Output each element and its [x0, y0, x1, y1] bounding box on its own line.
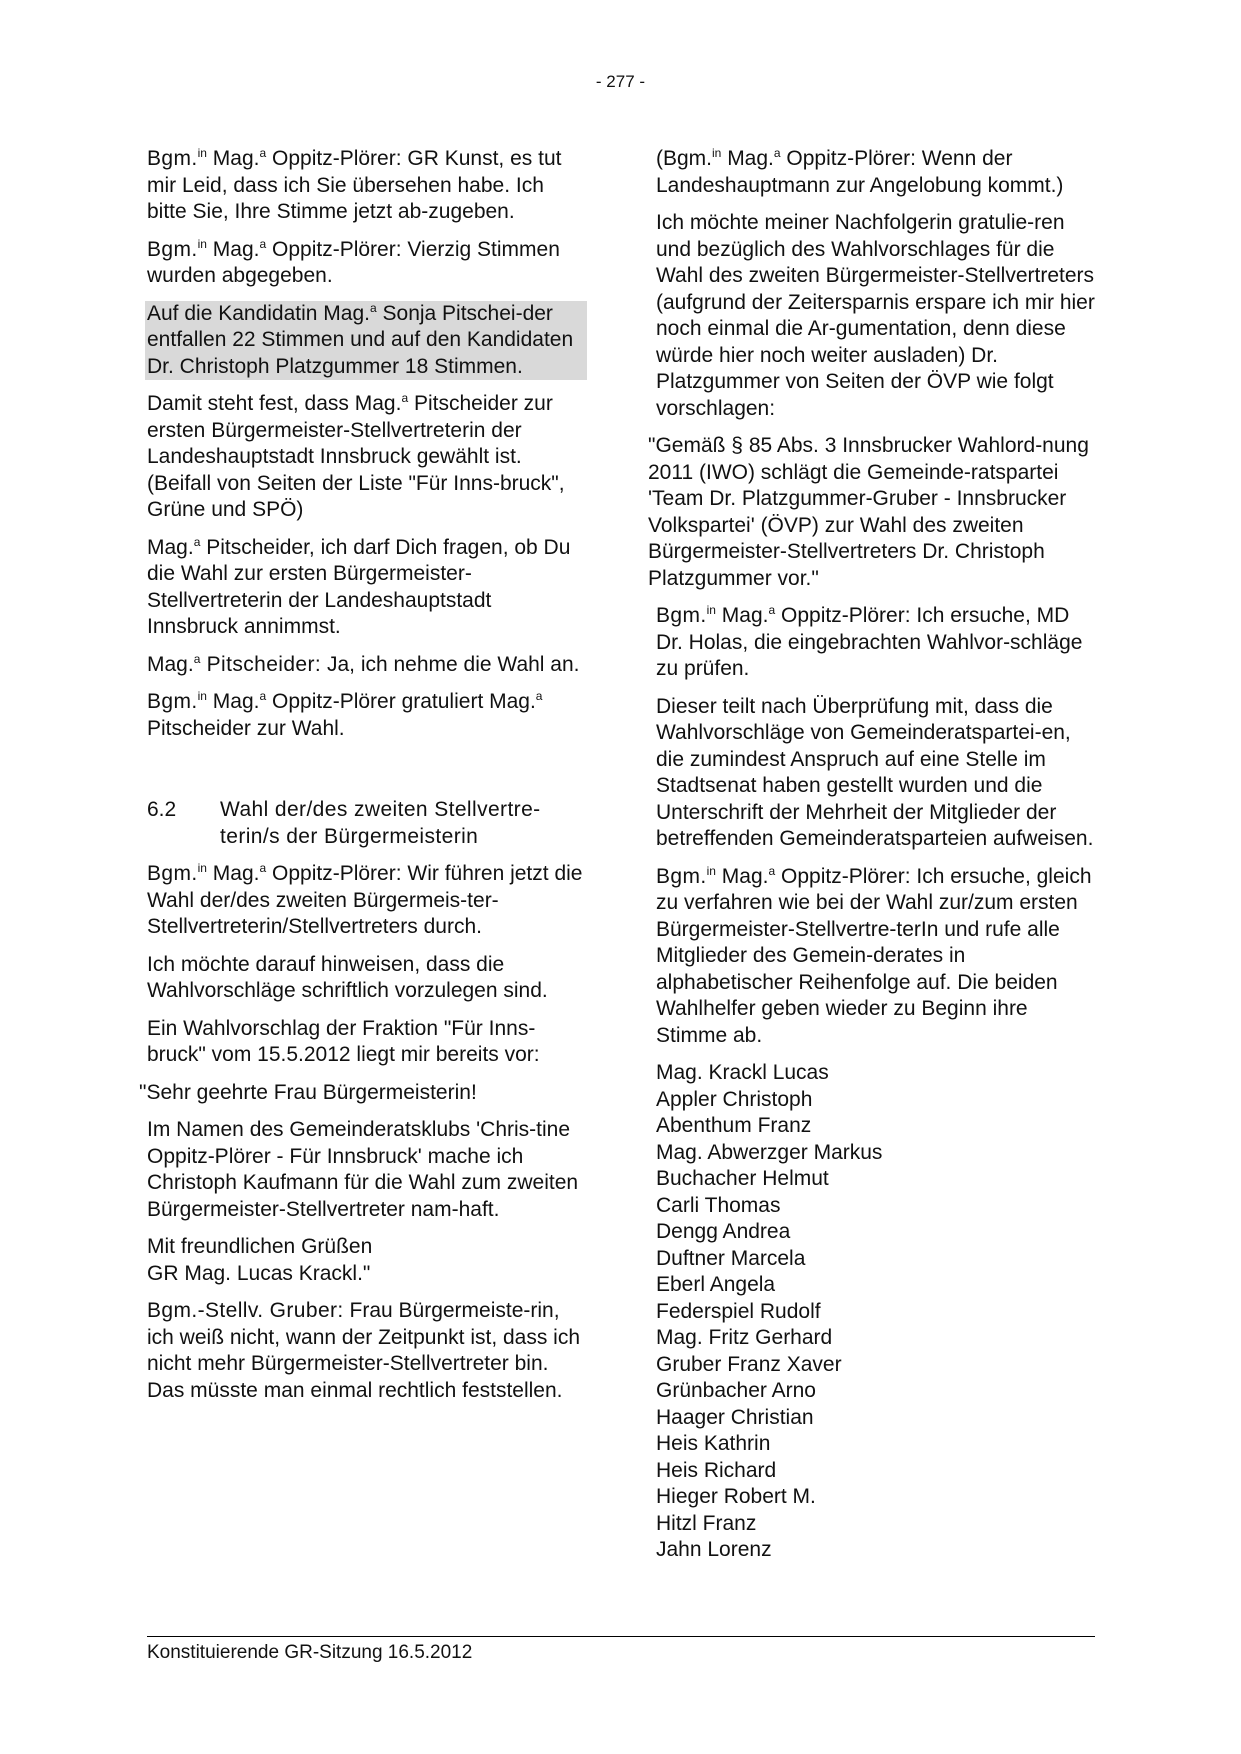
paragraph: Ein Wahlvorschlag der Fraktion "Für Inns-bruck" vom 15.5.2012 liegt mir bereits vor:	[147, 1016, 540, 1066]
paragraph: (Bgm.$^{in}$ Mag.$^a$ Oppitz-Plörer: Wenn der Landeshauptmann zur Angelobung kommt.)	[656, 146, 1064, 197]
paragraph: Bgm.$^{in}$ Mag.$^a$ Oppitz-Plörer: GR Kunst, es tut mir Leid, dass ich Sie übersehen habe. Ich bitte Sie, Ihre Stimme jetzt ab-zugeben.	[147, 146, 562, 223]
member-name: Grünbacher Arno	[656, 1379, 816, 1402]
section-number: 6.2	[147, 798, 177, 821]
member-name: Hieger Robert M.	[656, 1485, 816, 1508]
member-name: Dengg Andrea	[656, 1220, 791, 1243]
paragraph: Damit steht fest, dass Mag.$^a$ Pitscheider zur ersten Bürgermeister-Stellvertreterin der Landeshauptstadt Innsbruck gewählt ist. (Beifall von Seiten der Liste "Für Inns-bruck", Grüne und SPÖ)	[147, 391, 565, 521]
quoted-proposal: "Gemäß § 85 Abs. 3 Innsbrucker Wahlord-nung 2011 (IWO) schlägt die Gemeinde-ratspartei 'Team Dr. Platzgummer-Gruber - Innsbrucker Volkspartei' (ÖVP) zur Wahl des zweiten Bürgermeister-Stellvertreters Dr. Christoph Platzgummer vor."	[648, 434, 1089, 590]
section-heading: 6.2 Wahl der/des zweiten Stellvertre- terin/s der Bürgermeisterin	[147, 798, 541, 848]
footer-divider	[147, 1636, 1095, 1637]
letter-salutation: "Sehr geehrte Frau Bürgermeisterin!	[139, 1080, 477, 1104]
paragraph: Bgm.$^{in}$ Mag.$^a$ Oppitz-Plörer: Vierzig Stimmen wurden abgegeben.	[147, 236, 560, 287]
member-name: Jahn Lorenz	[656, 1538, 772, 1561]
member-name: Federspiel Rudolf	[656, 1299, 821, 1323]
paragraph: Ich möchte meiner Nachfolgerin gratulie-ren und bezüglich des Wahlvorschlages für die Wahl des zweiten Bürgermeister-Stellvertreters (aufgrund der Zeitersparnis erspare ich mir hier noch einmal die Ar-gumentation, denn diese würde hier noch weiter ausladen) Dr. Platzgummer von Seiten der ÖVP wie folgt vorschlagen:	[656, 211, 1095, 420]
paragraph: Bgm.$^{in}$ Mag.$^a$ Oppitz-Plörer gratuliert Mag.$^a$ Pitscheider zur Wahl.	[147, 689, 543, 740]
member-name: Haager Christian	[656, 1405, 814, 1429]
member-name: Hitzl Franz	[656, 1511, 757, 1535]
member-name: Carli Thomas	[656, 1193, 781, 1217]
right-column	[648, 146, 1096, 1564]
letter-closing: Mit freundlichen Grüßen GR Mag. Lucas Krackl."	[147, 1235, 373, 1285]
member-name: Mag. Krackl Lucas	[656, 1061, 829, 1084]
member-name: Buchacher Helmut	[656, 1167, 829, 1190]
paragraph: Dieser teilt nach Überprüfung mit, dass die Wahlvorschläge von Gemeinderatspartei-en, die zumindest Anspruch auf eine Stelle im Stadtsenat haben gestellt wurden und die Unterschrift der Mehrheit der Mitglieder der betreffenden Gemeinderatsparteien aufweisen.	[656, 694, 1094, 850]
footer-text: Konstituierende GR-Sitzung 16.5.2012	[147, 1642, 473, 1663]
member-name: Appler Christoph	[656, 1087, 813, 1111]
member-name: Mag. Fritz Gerhard	[656, 1326, 833, 1349]
member-name: Gruber Franz Xaver	[656, 1352, 842, 1376]
member-name: Heis Richard	[656, 1458, 777, 1482]
paragraph: Im Namen des Gemeinderatsklubs 'Chris-tine Oppitz-Plörer - Für Innsbruck' mache ich Christoph Kaufmann für die Wahl zum zweiten Bürgermeister-Stellvertreter nam-haft.	[147, 1118, 579, 1221]
member-name: Abenthum Franz	[656, 1114, 812, 1137]
paragraph: Mag.$^a$ Pitscheider, ich darf Dich fragen, ob Du die Wahl zur ersten Bürgermeister-Stellvertreterin der Landeshauptstadt Innsbruck annimmst.	[147, 534, 571, 638]
paragraph: Bgm.$^{in}$ Mag.$^a$ Oppitz-Plörer: Ich ersuche, MD Dr. Holas, die eingebrachten Wahlvor-schläge zu prüfen.	[656, 603, 1083, 680]
paragraph: Bgm.$^{in}$ Mag.$^a$ Oppitz-Plörer: Wir führen jetzt die Wahl der/des zweiten Bürgermeis-ter-Stellvertreterin/Stellvertreters durch.	[147, 861, 583, 938]
highlighted-result-paragraph: Auf die Kandidatin Mag.$^a$ Sonja Pitschei-der entfallen 22 Stimmen und auf den Kandidaten Dr. Christoph Platzgummer 18 Stimmen.	[145, 301, 587, 381]
paragraph: Mag.$^a$ Pitscheider: Ja, ich nehme die Wahl an.	[147, 651, 580, 676]
paragraph: Bgm.$^{in}$ Mag.$^a$ Oppitz-Plörer: Ich ersuche, gleich zu verfahren wie bei der Wahl zur/zum ersten Bürgermeister-Stellvertre-terIn und rufe alle Mitglieder des Gemein-derates in alphabetischer Reihenfolge auf. Die beiden Wahlhelfer geben wieder zu Beginn ihre Stimme ab.	[656, 863, 1092, 1047]
member-name: Eberl Angela	[656, 1273, 776, 1296]
member-name: Duftner Marcela	[656, 1246, 806, 1270]
member-name: Mag. Abwerzger Markus	[656, 1140, 883, 1164]
page-number: - 277 -	[595, 72, 646, 91]
paragraph: Ich möchte darauf hinweisen, dass die Wahlvorschläge schriftlich vorzulegen sind.	[147, 952, 548, 1002]
paragraph: Bgm.-Stellv. Gruber: Frau Bürgermeiste-rin, ich weiß nicht, wann der Zeitpunkt ist, dass ich nicht mehr Bürgermeister-Stellvertreter bin. Das müsste man einmal rechtlich feststellen.	[147, 1299, 581, 1402]
member-name: Heis Kathrin	[656, 1432, 771, 1455]
left-column	[139, 146, 587, 1415]
member-name-list	[656, 1060, 1096, 1564]
